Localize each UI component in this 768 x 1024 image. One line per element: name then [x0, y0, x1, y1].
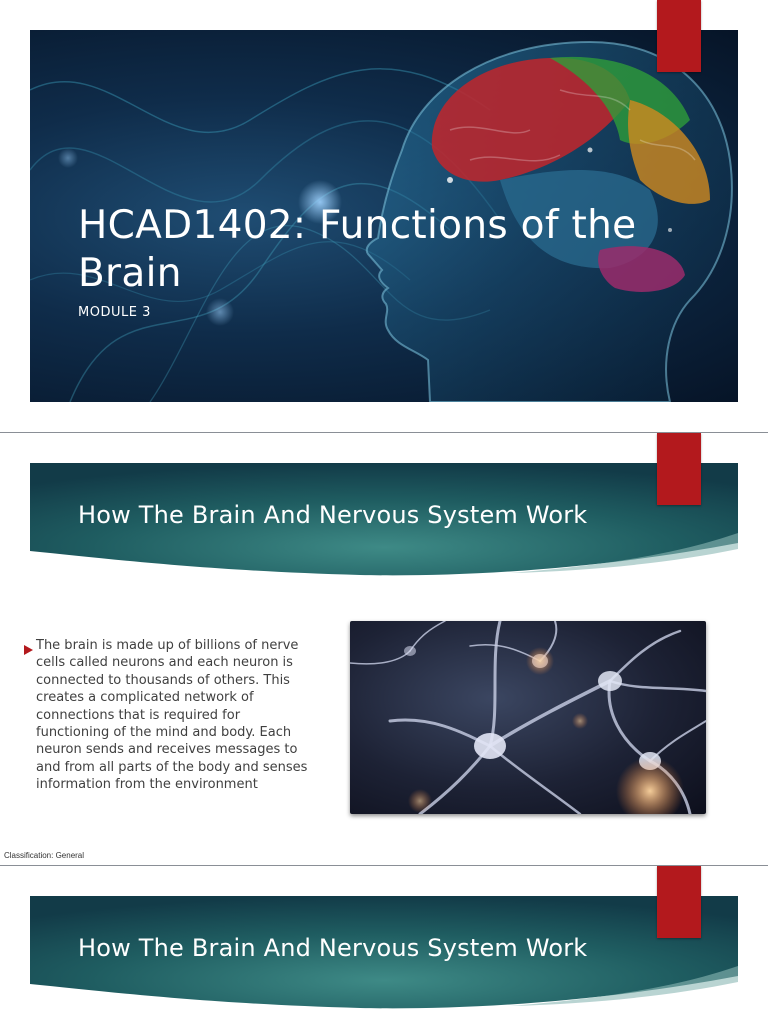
slide-title — [0, 0, 768, 432]
neuron-network-illustration — [350, 621, 706, 814]
slide-content — [0, 866, 768, 1024]
triangle-right-icon — [24, 637, 36, 794]
bullet-text: The brain is made up of billions of nerve cells called neurons and each neuron is connected to thousands of others. This creates a complicated network of connections that is required for functioning of the mind and body. Each neuron sends and receives messages to and from all parts of the body and senses information from the environment — [36, 638, 308, 793]
accent-tab — [657, 0, 701, 72]
bullet-item — [24, 637, 314, 794]
section-banner — [30, 463, 738, 583]
classification-footer: Classification: General — [4, 851, 85, 860]
hero-image — [30, 30, 738, 402]
section-title: How The Brain And Nervous System Work — [78, 934, 588, 962]
slide-title-text: HCAD1402: Functions of the Brain — [78, 203, 637, 296]
section-title: How The Brain And Nervous System Work — [78, 501, 588, 529]
section-banner — [30, 896, 738, 1016]
neuron-image — [350, 621, 706, 814]
accent-tab — [657, 433, 701, 505]
slide-content — [0, 433, 768, 865]
accent-tab — [657, 866, 701, 938]
slide-subtitle: MODULE 3 — [78, 305, 151, 320]
